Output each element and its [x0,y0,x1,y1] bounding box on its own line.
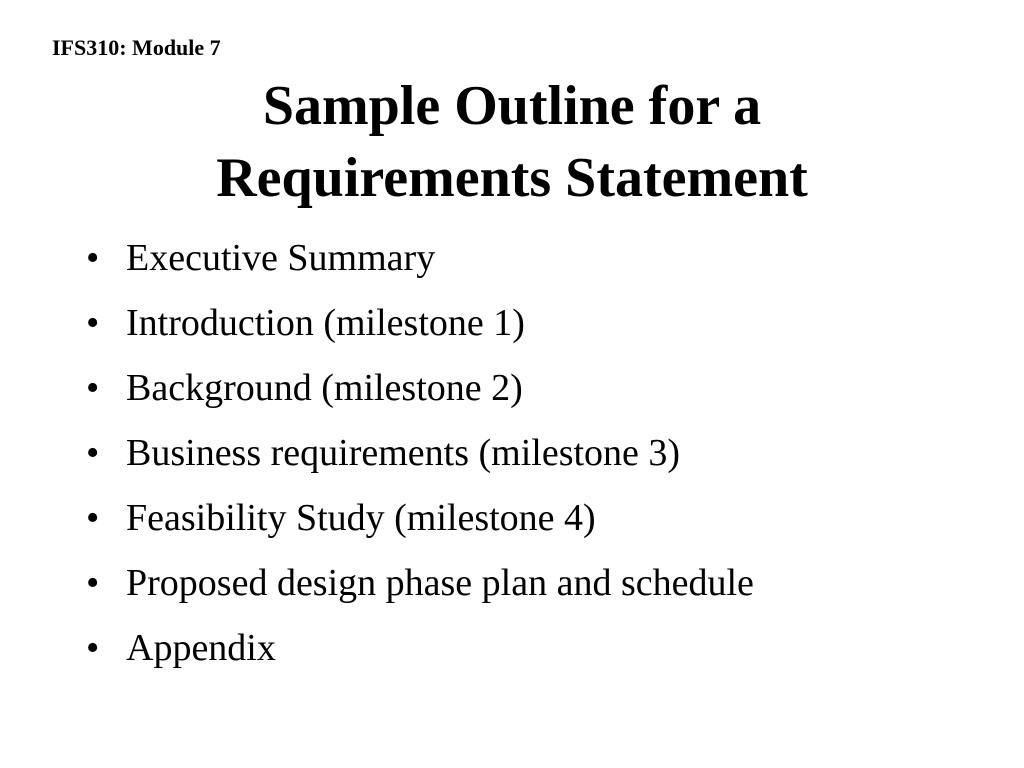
bullet-item-business-requirements [86,421,754,486]
bullet-text: Business requirements (milestone 3) [126,432,681,474]
bullet-text: Background (milestone 2) [126,367,523,409]
bullet-text: Introduction (milestone 1) [126,302,525,344]
bullet-icon: • [86,562,100,604]
bullet-text: Proposed design phase plan and schedule [126,562,754,604]
bullet-item-appendix [86,616,754,681]
slide-title-line-2: Requirements Statement [216,147,808,209]
bullet-text: Feasibility Study (milestone 4) [126,497,596,539]
bullet-icon: • [86,432,100,474]
bullet-text: Appendix [126,627,276,669]
bullet-icon: • [86,237,100,279]
bullet-item-feasibility-study [86,486,754,551]
bullet-item-introduction [86,291,754,356]
bullet-text: Executive Summary [126,237,436,279]
bullet-item-background [86,356,754,421]
bullet-item-executive-summary [86,226,754,291]
bullet-icon: • [86,302,100,344]
slide-title-line-1: Sample Outline for a [262,75,762,137]
bullet-icon: • [86,367,100,409]
course-label: IFS310: Module 7 [52,35,221,60]
bullet-icon: • [86,627,100,669]
bullet-icon: • [86,497,100,539]
bullet-item-proposed-design-plan [86,551,754,616]
outline-bullet-list [86,226,754,681]
slide-title [0,70,1024,214]
